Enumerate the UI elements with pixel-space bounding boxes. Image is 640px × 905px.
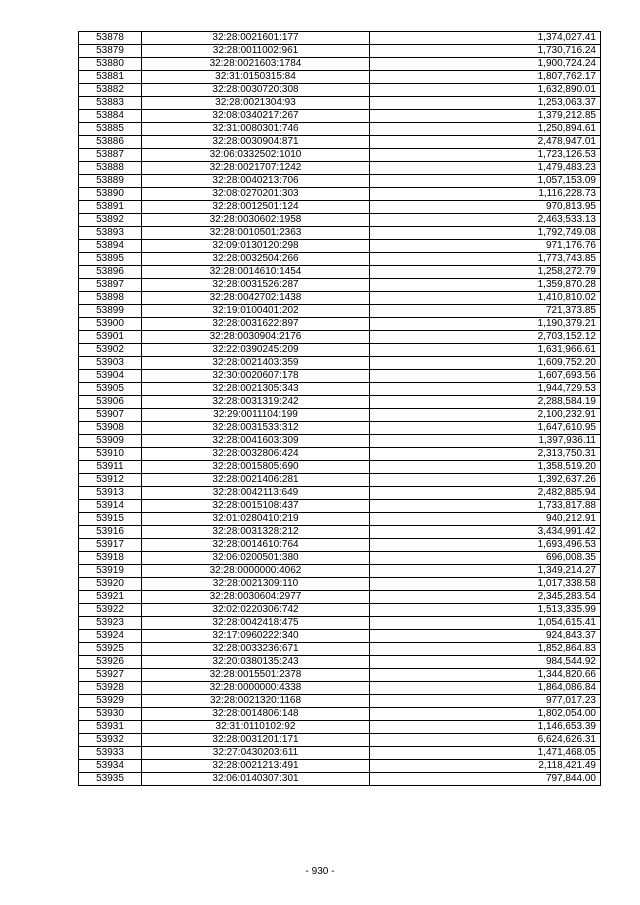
table-row <box>79 461 601 474</box>
table-row <box>79 721 601 734</box>
table-row <box>79 396 601 409</box>
table-row <box>79 409 601 422</box>
row-number-cell: 53918 <box>79 552 142 565</box>
row-number-cell: 53920 <box>79 578 142 591</box>
amount-cell: 970,813.95 <box>370 201 601 214</box>
cadastral-number-cell: 32:28:0021707:1242 <box>142 162 370 175</box>
row-number-cell: 53917 <box>79 539 142 552</box>
row-number-cell: 53885 <box>79 123 142 136</box>
amount-cell: 2,463,533.13 <box>370 214 601 227</box>
amount-cell: 1,802,054.00 <box>370 708 601 721</box>
amount-cell: 1,410,810.02 <box>370 292 601 305</box>
table-row <box>79 175 601 188</box>
table-row <box>79 162 601 175</box>
cadastral-number-cell: 32:28:0033236:671 <box>142 643 370 656</box>
amount-cell: 2,703,152.12 <box>370 331 601 344</box>
cadastral-number-cell: 32:31:0150315:84 <box>142 71 370 84</box>
table-row <box>79 97 601 110</box>
row-number-cell: 53901 <box>79 331 142 344</box>
cadastral-number-cell: 32:28:0021601:177 <box>142 32 370 45</box>
table-row <box>79 747 601 760</box>
row-number-cell: 53893 <box>79 227 142 240</box>
amount-cell: 1,017,338.58 <box>370 578 601 591</box>
amount-cell: 1,054,615.41 <box>370 617 601 630</box>
cadastral-number-cell: 32:22:0390245:209 <box>142 344 370 357</box>
amount-cell: 1,647,610.95 <box>370 422 601 435</box>
row-number-cell: 53935 <box>79 773 142 786</box>
table-row <box>79 136 601 149</box>
row-number-cell: 53894 <box>79 240 142 253</box>
cadastral-number-cell: 32:06:0200501:380 <box>142 552 370 565</box>
page-number: - 930 - <box>305 866 335 877</box>
cadastral-number-cell: 32:28:0030602:1958 <box>142 214 370 227</box>
cadastral-number-cell: 32:28:0031526:287 <box>142 279 370 292</box>
row-number-cell: 53915 <box>79 513 142 526</box>
cadastral-number-cell: 32:28:0015501:2378 <box>142 669 370 682</box>
table-row <box>79 682 601 695</box>
table-row <box>79 370 601 383</box>
cadastral-number-cell: 32:20:0380135:243 <box>142 656 370 669</box>
amount-cell: 2,288,584.19 <box>370 396 601 409</box>
row-number-cell: 53891 <box>79 201 142 214</box>
table-row <box>79 734 601 747</box>
row-number-cell: 53919 <box>79 565 142 578</box>
cadastral-number-cell: 32:31:0080301:746 <box>142 123 370 136</box>
table-row <box>79 643 601 656</box>
table-row <box>79 240 601 253</box>
cadastral-number-cell: 32:17:0960222:340 <box>142 630 370 643</box>
table-row <box>79 110 601 123</box>
amount-cell: 1,358,519.20 <box>370 461 601 474</box>
amount-cell: 1,359,870.28 <box>370 279 601 292</box>
table-row <box>79 331 601 344</box>
amount-cell: 2,345,283.54 <box>370 591 601 604</box>
cadastral-number-cell: 32:28:0030904:2176 <box>142 331 370 344</box>
table-row <box>79 500 601 513</box>
cadastral-number-cell: 32:31:0110102:92 <box>142 721 370 734</box>
row-number-cell: 53892 <box>79 214 142 227</box>
amount-cell: 2,100,232.91 <box>370 409 601 422</box>
row-number-cell: 53902 <box>79 344 142 357</box>
amount-cell: 1,397,936.11 <box>370 435 601 448</box>
cadastral-number-cell: 32:27:0430203:611 <box>142 747 370 760</box>
row-number-cell: 53896 <box>79 266 142 279</box>
row-number-cell: 53880 <box>79 58 142 71</box>
table-row <box>79 344 601 357</box>
row-number-cell: 53888 <box>79 162 142 175</box>
cadastral-number-cell: 32:28:0021309:110 <box>142 578 370 591</box>
table-row <box>79 552 601 565</box>
row-number-cell: 53879 <box>79 45 142 58</box>
row-number-cell: 53900 <box>79 318 142 331</box>
amount-cell: 721,373.85 <box>370 305 601 318</box>
records-table <box>78 31 601 786</box>
row-number-cell: 53883 <box>79 97 142 110</box>
amount-cell: 1,730,716.24 <box>370 45 601 58</box>
row-number-cell: 53934 <box>79 760 142 773</box>
amount-cell: 1,609,752.20 <box>370 357 601 370</box>
row-number-cell: 53910 <box>79 448 142 461</box>
cadastral-number-cell: 32:28:0042702:1438 <box>142 292 370 305</box>
row-number-cell: 53929 <box>79 695 142 708</box>
cadastral-number-cell: 32:28:0014610:764 <box>142 539 370 552</box>
cadastral-number-cell: 32:06:0332502:1010 <box>142 149 370 162</box>
row-number-cell: 53905 <box>79 383 142 396</box>
cadastral-number-cell: 32:28:0021213:491 <box>142 760 370 773</box>
amount-cell: 924,843.37 <box>370 630 601 643</box>
row-number-cell: 53924 <box>79 630 142 643</box>
amount-cell: 1,471,468.05 <box>370 747 601 760</box>
table-row <box>79 708 601 721</box>
row-number-cell: 53884 <box>79 110 142 123</box>
cadastral-number-cell: 32:28:0032504:266 <box>142 253 370 266</box>
row-number-cell: 53913 <box>79 487 142 500</box>
amount-cell: 1,733,817.88 <box>370 500 601 513</box>
amount-cell: 1,864,086.84 <box>370 682 601 695</box>
table-row <box>79 578 601 591</box>
cadastral-number-cell: 32:28:0032806:424 <box>142 448 370 461</box>
table-row <box>79 448 601 461</box>
row-number-cell: 53882 <box>79 84 142 97</box>
cadastral-number-cell: 32:28:0021305:343 <box>142 383 370 396</box>
row-number-cell: 53887 <box>79 149 142 162</box>
table-row <box>79 188 601 201</box>
amount-cell: 2,482,885.94 <box>370 487 601 500</box>
table-row <box>79 214 601 227</box>
row-number-cell: 53931 <box>79 721 142 734</box>
table-row <box>79 357 601 370</box>
table-row <box>79 565 601 578</box>
table-row <box>79 84 601 97</box>
amount-cell: 1,250,894.61 <box>370 123 601 136</box>
table-row <box>79 58 601 71</box>
amount-cell: 940,212.91 <box>370 513 601 526</box>
cadastral-number-cell: 32:28:0011002:961 <box>142 45 370 58</box>
cadastral-number-cell: 32:28:0012501:124 <box>142 201 370 214</box>
table-row <box>79 435 601 448</box>
cadastral-number-cell: 32:28:0031201:171 <box>142 734 370 747</box>
cadastral-number-cell: 32:08:0270201:303 <box>142 188 370 201</box>
amount-cell: 1,773,743.85 <box>370 253 601 266</box>
row-number-cell: 53886 <box>79 136 142 149</box>
amount-cell: 1,900,724.24 <box>370 58 601 71</box>
cadastral-number-cell: 32:28:0031622:897 <box>142 318 370 331</box>
row-number-cell: 53906 <box>79 396 142 409</box>
table-row <box>79 604 601 617</box>
cadastral-number-cell: 32:28:0041603:309 <box>142 435 370 448</box>
cadastral-number-cell: 32:28:0031533:312 <box>142 422 370 435</box>
cadastral-number-cell: 32:28:0015108:437 <box>142 500 370 513</box>
row-number-cell: 53928 <box>79 682 142 695</box>
amount-cell: 1,379,212.85 <box>370 110 601 123</box>
table-row <box>79 383 601 396</box>
table-row <box>79 253 601 266</box>
table-row <box>79 422 601 435</box>
row-number-cell: 53907 <box>79 409 142 422</box>
cadastral-number-cell: 32:28:0040213:706 <box>142 175 370 188</box>
table-row <box>79 630 601 643</box>
amount-cell: 1,146,653.39 <box>370 721 601 734</box>
table-row <box>79 487 601 500</box>
row-number-cell: 53912 <box>79 474 142 487</box>
cadastral-number-cell: 32:28:0021304:93 <box>142 97 370 110</box>
table-row <box>79 292 601 305</box>
amount-cell: 1,374,027.41 <box>370 32 601 45</box>
row-number-cell: 53911 <box>79 461 142 474</box>
row-number-cell: 53925 <box>79 643 142 656</box>
amount-cell: 1,631,966.61 <box>370 344 601 357</box>
amount-cell: 1,693,496.53 <box>370 539 601 552</box>
cadastral-number-cell: 32:28:0031328:212 <box>142 526 370 539</box>
amount-cell: 1,116,228.73 <box>370 188 601 201</box>
row-number-cell: 53897 <box>79 279 142 292</box>
amount-cell: 1,253,063.37 <box>370 97 601 110</box>
table-row <box>79 539 601 552</box>
cadastral-number-cell: 32:09:0130120:298 <box>142 240 370 253</box>
amount-cell: 3,434,991.42 <box>370 526 601 539</box>
cadastral-number-cell: 32:28:0031319:242 <box>142 396 370 409</box>
amount-cell: 977,017.23 <box>370 695 601 708</box>
table-row <box>79 656 601 669</box>
table-row <box>79 32 601 45</box>
table-row <box>79 760 601 773</box>
amount-cell: 971,176.76 <box>370 240 601 253</box>
table-row <box>79 279 601 292</box>
amount-cell: 1,258,272.79 <box>370 266 601 279</box>
row-number-cell: 53890 <box>79 188 142 201</box>
cadastral-number-cell: 32:28:0000000:4338 <box>142 682 370 695</box>
cadastral-number-cell: 32:28:0014610:1454 <box>142 266 370 279</box>
row-number-cell: 53930 <box>79 708 142 721</box>
row-number-cell: 53904 <box>79 370 142 383</box>
table-row <box>79 227 601 240</box>
row-number-cell: 53932 <box>79 734 142 747</box>
table-row <box>79 149 601 162</box>
row-number-cell: 53899 <box>79 305 142 318</box>
amount-cell: 1,349,214.27 <box>370 565 601 578</box>
row-number-cell: 53909 <box>79 435 142 448</box>
amount-cell: 1,607,693.56 <box>370 370 601 383</box>
table-row <box>79 45 601 58</box>
row-number-cell: 53898 <box>79 292 142 305</box>
amount-cell: 1,852,864.83 <box>370 643 601 656</box>
row-number-cell: 53908 <box>79 422 142 435</box>
row-number-cell: 53895 <box>79 253 142 266</box>
amount-cell: 1,723,126.53 <box>370 149 601 162</box>
table-row <box>79 591 601 604</box>
cadastral-number-cell: 32:19:0100401:202 <box>142 305 370 318</box>
records-table-body <box>79 32 601 786</box>
row-number-cell: 53878 <box>79 32 142 45</box>
table-row <box>79 617 601 630</box>
amount-cell: 984,544.92 <box>370 656 601 669</box>
cadastral-number-cell: 32:28:0021320:1168 <box>142 695 370 708</box>
table-row <box>79 266 601 279</box>
row-number-cell: 53881 <box>79 71 142 84</box>
amount-cell: 2,478,947.01 <box>370 136 601 149</box>
cadastral-number-cell: 32:28:0021406:281 <box>142 474 370 487</box>
amount-cell: 1,944,729.53 <box>370 383 601 396</box>
row-number-cell: 53903 <box>79 357 142 370</box>
cadastral-number-cell: 32:08:0340217:267 <box>142 110 370 123</box>
cadastral-number-cell: 32:28:0021403:359 <box>142 357 370 370</box>
table-row <box>79 526 601 539</box>
row-number-cell: 53933 <box>79 747 142 760</box>
row-number-cell: 53889 <box>79 175 142 188</box>
amount-cell: 2,313,750.31 <box>370 448 601 461</box>
table-row <box>79 773 601 786</box>
amount-cell: 1,632,890.01 <box>370 84 601 97</box>
table-row <box>79 474 601 487</box>
row-number-cell: 53914 <box>79 500 142 513</box>
table-row <box>79 513 601 526</box>
amount-cell: 6,624,626.31 <box>370 734 601 747</box>
cadastral-number-cell: 32:28:0030904:871 <box>142 136 370 149</box>
table-row <box>79 71 601 84</box>
amount-cell: 1,190,379.21 <box>370 318 601 331</box>
cadastral-number-cell: 32:28:0030604:2977 <box>142 591 370 604</box>
amount-cell: 1,792,749.08 <box>370 227 601 240</box>
table-row <box>79 201 601 214</box>
cadastral-number-cell: 32:28:0042113:649 <box>142 487 370 500</box>
row-number-cell: 53921 <box>79 591 142 604</box>
amount-cell: 1,807,762.17 <box>370 71 601 84</box>
amount-cell: 696,008.35 <box>370 552 601 565</box>
amount-cell: 2,118,421.49 <box>370 760 601 773</box>
table-row <box>79 305 601 318</box>
cadastral-number-cell: 32:28:0030720:308 <box>142 84 370 97</box>
cadastral-number-cell: 32:01:0280410:219 <box>142 513 370 526</box>
amount-cell: 1,344,820.66 <box>370 669 601 682</box>
table-row <box>79 123 601 136</box>
cadastral-number-cell: 32:28:0014806:148 <box>142 708 370 721</box>
row-number-cell: 53926 <box>79 656 142 669</box>
cadastral-number-cell: 32:29:0011104:199 <box>142 409 370 422</box>
cadastral-number-cell: 32:28:0000000:4062 <box>142 565 370 578</box>
amount-cell: 1,513,335.99 <box>370 604 601 617</box>
row-number-cell: 53916 <box>79 526 142 539</box>
cadastral-number-cell: 32:28:0042418:475 <box>142 617 370 630</box>
cadastral-number-cell: 32:06:0140307:301 <box>142 773 370 786</box>
table-row <box>79 669 601 682</box>
row-number-cell: 53923 <box>79 617 142 630</box>
amount-cell: 1,392,637.26 <box>370 474 601 487</box>
amount-cell: 1,479,483.23 <box>370 162 601 175</box>
cadastral-number-cell: 32:28:0015805:690 <box>142 461 370 474</box>
amount-cell: 1,057,153.09 <box>370 175 601 188</box>
cadastral-number-cell: 32:28:0021603:1784 <box>142 58 370 71</box>
cadastral-number-cell: 32:30:0020607:178 <box>142 370 370 383</box>
table-row <box>79 695 601 708</box>
cadastral-number-cell: 32:02:0220306:742 <box>142 604 370 617</box>
row-number-cell: 53922 <box>79 604 142 617</box>
amount-cell: 797,844.00 <box>370 773 601 786</box>
cadastral-number-cell: 32:28:0010501:2363 <box>142 227 370 240</box>
row-number-cell: 53927 <box>79 669 142 682</box>
table-row <box>79 318 601 331</box>
